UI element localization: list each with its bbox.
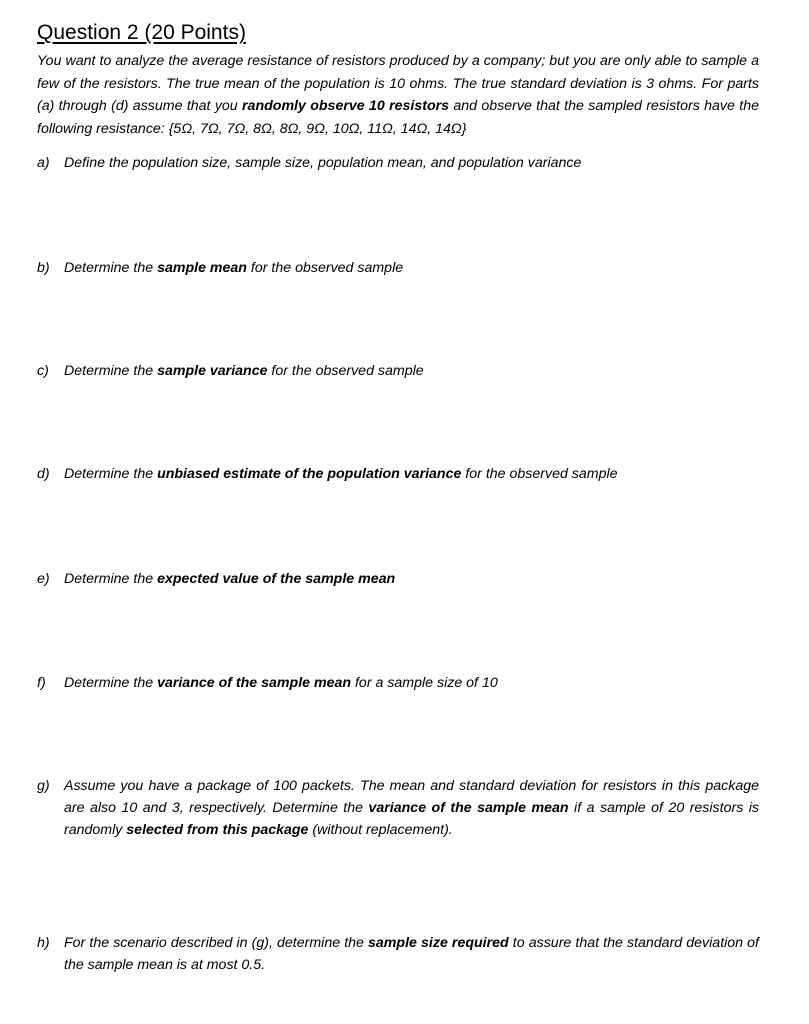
question-label: c) [37, 363, 49, 379]
question-text-tail: (without replacement). [308, 822, 453, 838]
question-text-tail: for the observed sample [267, 363, 424, 379]
question-text: Determine the [64, 363, 158, 379]
question-c [37, 360, 759, 382]
question-text-tail: to assure that the standard deviation of the sample mean is at most 0.5. [64, 935, 759, 973]
question-text: Define the population size, sample size, population mean, and population variance [64, 155, 582, 171]
question-a [37, 152, 759, 174]
problem-statement [37, 50, 759, 140]
page-title: Question 2 (20 Points) [37, 21, 246, 44]
question-label: d) [37, 466, 50, 482]
question-emphasis: sample size required [368, 935, 509, 951]
question-text: Determine the [64, 466, 158, 482]
question-text: Assume you have a package of 100 packets. The mean and standard deviation for resistors in this package are also 10 and 3, respectively. Determine the [64, 778, 759, 816]
question-text: For the scenario described in (g), determine the [64, 935, 369, 951]
question-text-tail: for the observed sample [246, 260, 404, 276]
question-label: f) [37, 675, 46, 691]
question-emphasis: expected value of the sample mean [157, 571, 396, 587]
question-label: h) [37, 935, 50, 951]
question-emphasis: unbiased estimate of the population variance [157, 466, 462, 482]
question-text: Determine the [64, 571, 158, 587]
question-h [37, 932, 759, 976]
question-b [37, 257, 759, 279]
question-text-tail: for a sample size of 10 [351, 675, 498, 691]
question-emphasis: sample variance [157, 363, 268, 379]
question-label: b) [37, 260, 50, 276]
intro-text-1: You want to analyze the average resistance of resistors produced by a company; but you are only able to sample a few of the resistors. The true mean of the population is 10 ohms. The true standard deviation is 3 ohms. For parts (a) through (d) assume that you [37, 53, 759, 114]
question-label: g) [37, 778, 50, 794]
question-label: e) [37, 571, 50, 587]
question-e [37, 568, 759, 590]
intro-text-2: and observe that the sampled resistors have the following resistance: {5Ω, 7Ω, 7Ω, 8Ω, 8Ω, 9Ω, 10Ω, 11Ω, 14Ω, 14Ω} [37, 98, 759, 137]
question-text: Determine the [64, 260, 158, 276]
question-f [37, 672, 759, 694]
question-emphasis: variance of the sample mean [157, 675, 352, 691]
question-g [37, 775, 759, 841]
question-text-tail: for the observed sample [461, 466, 618, 482]
question-emphasis: variance of the sample mean [368, 800, 569, 816]
question-text: Determine the [64, 675, 158, 691]
intro-emphasis: randomly observe 10 resistors [242, 98, 450, 114]
question-text-middle: if a sample of 20 resistors is randomly [64, 800, 760, 838]
question-emphasis: sample mean [157, 260, 247, 276]
question-label: a) [37, 155, 50, 171]
question-emphasis-2: selected from this package [126, 822, 309, 838]
question-d [37, 463, 759, 485]
